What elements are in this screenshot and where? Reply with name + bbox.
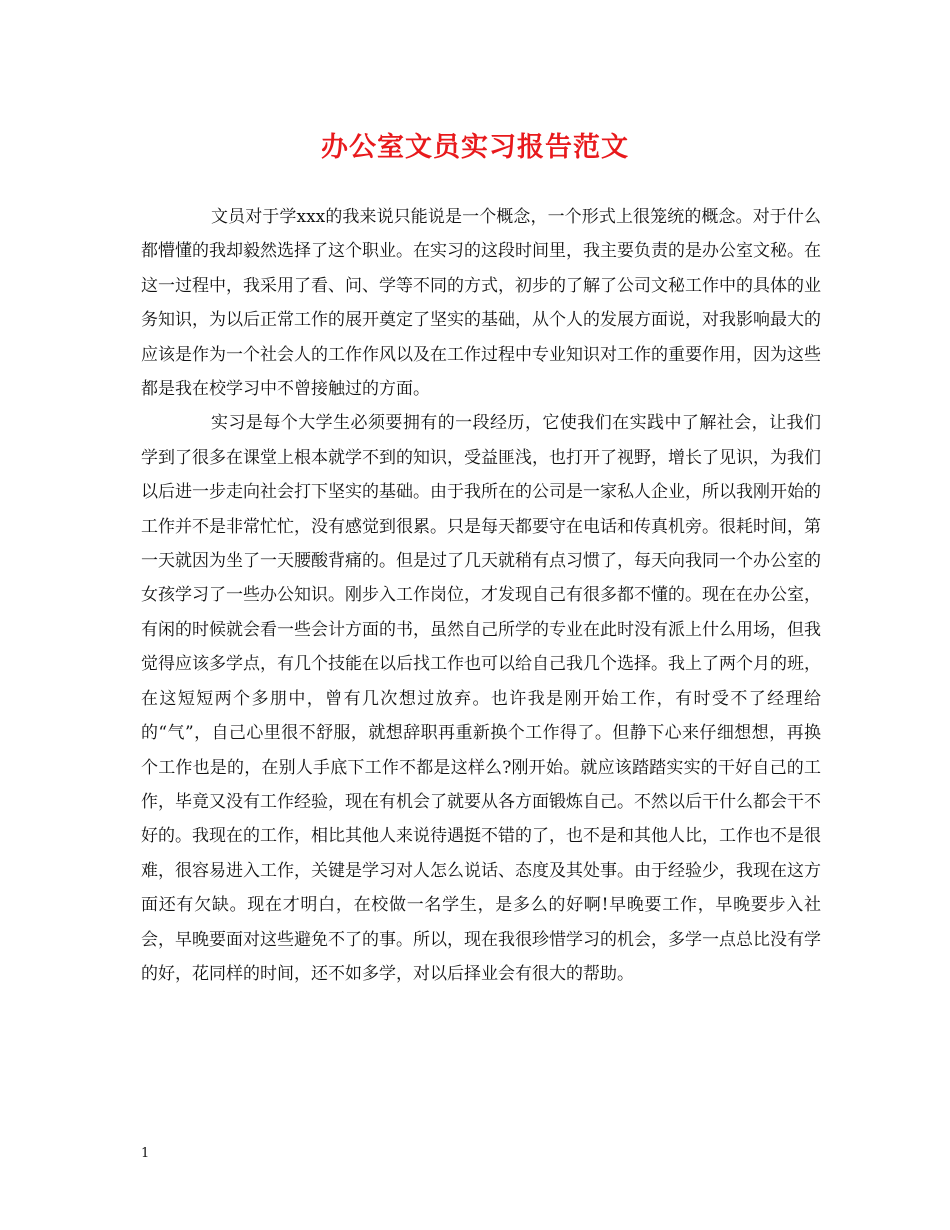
paragraph-2: 实习是每个大学生必须要拥有的一段经历，它使我们在实践中了解社会，让我们学到了很多在课堂上根本就学不到的知识，受益匪浅，也打开了视野，增长了见识，为我们以后进一步走向社会打下坚实的基础。由于我所在的公司是一家私人企业，所以我刚开始的工作并不是非常忙忙，没有感觉到很累。只是每天都要守在电话和传真机旁。很耗时间，第一天就因为坐了一天腰酸背痛的。但是过了几天就稍有点习惯了，每天向我同一个办公室的女孩学习了一些办公知识。刚步入工作岗位，才发现自己有很多都不懂的。现在在办公室，有闲的时候就会看一些会计方面的书，虽然自己所学的专业在此时没有派上什么用场，但我觉得应该多学点，有几个技能在以后找工作也可以给自己我几个选择。我上了两个月的班，在这短短两个多朋中，曾有几次想过放弃。也许我是刚开始工作，有时受不了经理给的“气”，自己心里很不舒服，就想辞职再重新换个工作得了。但静下心来仔细想想，再换个工作也是的，在别人手底下工作不都是这样么?刚开始。就应该踏踏实实的干好自己的工作，毕竟又没有工作经验，现在有机会了就要从各方面锻炼自己。不然以后干什么都会干不好的。我现在的工作，相比其他人来说待遇挺不错的了，也不是和其他人比，工作也不是很难，很容易进入工作，关键是学习对人怎么说话、态度及其处事。由于经验少，我现在这方面还有欠缺。现在才明白，在校做一名学生，是多么的好啊!早晚要工作，早晚要步入社会，早晚要面对这些避免不了的事。所以，现在我很珍惜学习的机会，多学一点总比没有学的好，花同样的时间，还不如多学，对以后择业会有很大的帮助。 [141, 413, 821, 984]
page-number: 1 [141, 1146, 150, 1161]
paragraph-1: 文员对于学xxx的我来说只能说是一个概念，一个形式上很笼统的概念。对于什么都懵懂的我却毅然选择了这个职业。在实习的这段时间里，我主要负责的是办公室文秘。在这一过程中，我采用了看、问、学等不同的方式，初步的了解了公司文秘工作中的具体的业务知识，为以后正常工作的展开奠定了坚实的基础，从个人的发展方面说，对我影响最大的应该是作为一个社会人的工作作风以及在工作过程中专业知识对工作的重要作用，因为这些都是我在校学习中不曾接触过的方面。 [141, 207, 821, 400]
document-body [141, 200, 821, 991]
document-title: 办公室文员实习报告范文 [321, 132, 629, 163]
